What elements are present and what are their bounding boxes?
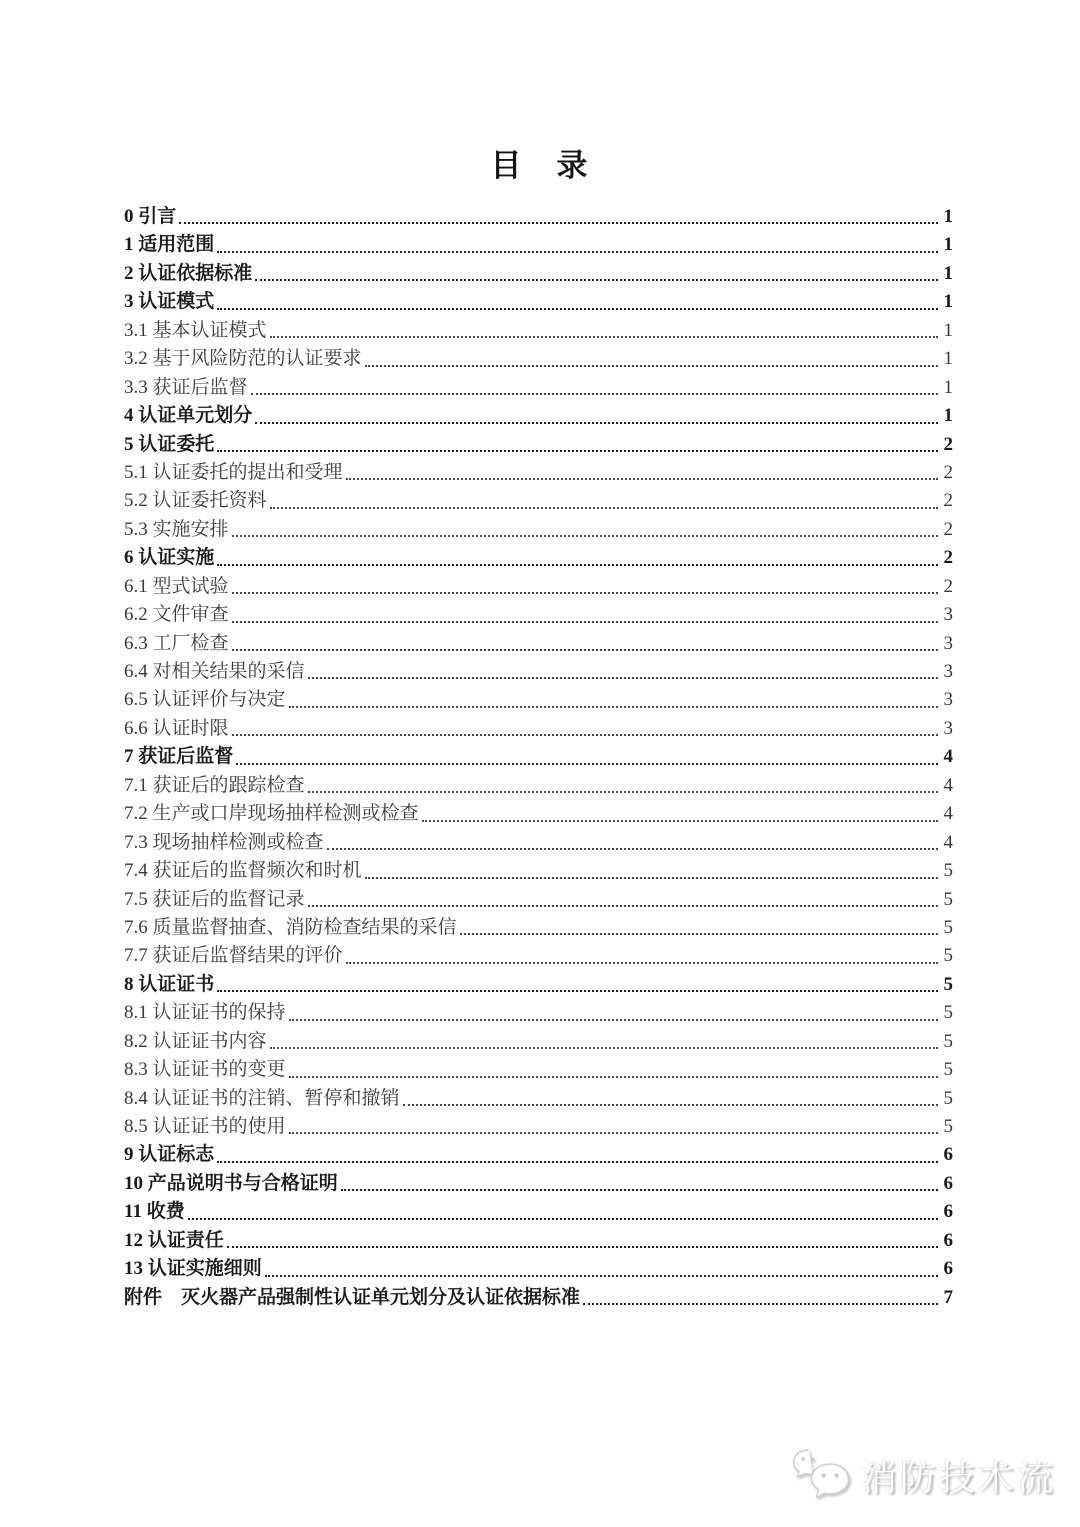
dot-leader — [289, 1019, 938, 1021]
toc-entry-page: 6 — [943, 1258, 953, 1280]
toc-entry — [124, 459, 953, 487]
toc-entry-label: 6.4 对相关结果的采信 — [124, 661, 305, 682]
dot-leader — [270, 336, 938, 338]
toc-entry-label: 3.1 基本认证模式 — [124, 319, 267, 341]
toc-entry-label: 7.5 获证后的监督记录 — [124, 888, 305, 910]
toc-entry-label: 5.1 认证委托的提出和受理 — [124, 461, 343, 483]
toc-entry-label: 3.2 基于风险防范的认证要求 — [124, 348, 362, 370]
toc-entry-page: 3 — [943, 604, 953, 626]
dot-leader — [251, 393, 938, 395]
toc-entry-page: 5 — [943, 888, 953, 910]
dot-leader — [232, 592, 938, 594]
dot-leader — [346, 962, 938, 964]
dot-leader — [308, 791, 938, 793]
toc-entry-page: 1 — [943, 291, 953, 313]
dot-leader — [289, 1076, 938, 1078]
dot-leader — [217, 990, 938, 992]
dot-leader — [346, 478, 938, 480]
toc-entry-page: 3 — [943, 661, 953, 682]
dot-leader — [583, 1303, 938, 1305]
toc-entry-label: 10 产品说明书与合格证明 — [124, 1172, 338, 1194]
toc-entry-label: 8.3 认证证书的变更 — [124, 1059, 286, 1081]
toc-entry — [124, 658, 953, 686]
toc-entry-label: 4 认证单元划分 — [124, 405, 253, 427]
toc-entry-label: 3.3 获证后监督 — [124, 376, 248, 398]
toc-entry-page: 4 — [943, 831, 953, 853]
toc-entry-page: 3 — [943, 717, 953, 739]
toc-entry-page: 4 — [943, 803, 953, 825]
toc-entry-label: 7.7 获证后监督结果的评价 — [124, 945, 343, 967]
toc-entry-label: 7.4 获证后的监督频次和时机 — [124, 860, 362, 882]
toc-entry-page: 5 — [943, 1030, 953, 1052]
toc-entry — [124, 260, 953, 288]
toc-entry-label: 6.3 工厂检查 — [124, 632, 229, 654]
dot-leader — [217, 564, 938, 566]
dot-leader — [460, 933, 938, 935]
dot-leader — [255, 422, 938, 424]
toc-entry — [124, 544, 953, 572]
toc-entry — [124, 231, 953, 259]
toc-entry-page: 5 — [943, 1002, 953, 1024]
toc-entry — [124, 345, 953, 373]
toc-entry — [124, 374, 953, 402]
toc-entry-page: 2 — [943, 490, 953, 512]
toc-entry-label: 7.1 获证后的跟踪检查 — [124, 774, 305, 796]
toc-entry — [124, 999, 953, 1027]
toc-entry-label: 附件 灭火器产品强制性认证单元划分及认证依据标准 — [124, 1286, 581, 1308]
toc-entry — [124, 1028, 953, 1056]
toc-entry-page: 6 — [943, 1201, 953, 1223]
toc-entry — [124, 772, 953, 800]
toc-entry-page: 2 — [943, 433, 953, 455]
dot-leader — [403, 1104, 938, 1106]
toc-entry-page: 3 — [943, 689, 953, 711]
toc-entry-page: 4 — [943, 746, 953, 768]
toc-entry-page: 2 — [943, 575, 953, 597]
toc-entry-page: 1 — [943, 348, 953, 370]
toc-entry-label: 7.6 质量监督抽查、消防检查结果的采信 — [124, 916, 457, 938]
toc-entry-label: 8.5 认证证书的使用 — [124, 1116, 286, 1137]
toc-entry — [124, 431, 953, 459]
dot-leader — [365, 365, 938, 367]
toc-entry — [124, 857, 953, 885]
toc-entry-page: 5 — [943, 945, 953, 967]
dot-leader — [232, 621, 938, 623]
toc-entry-page: 6 — [943, 1229, 953, 1251]
dot-leader — [217, 251, 938, 253]
toc-entry-label: 6.2 文件审查 — [124, 604, 229, 626]
dot-leader — [217, 1161, 938, 1163]
toc-entry-label: 1 适用范围 — [124, 234, 215, 256]
wechat-icon — [791, 1447, 853, 1503]
toc-entry-label: 13 认证实施细则 — [124, 1258, 262, 1280]
toc-entry-page: 4 — [943, 774, 953, 796]
toc-entry-page: 2 — [943, 461, 953, 483]
toc-entry — [124, 573, 953, 601]
toc-entry-label: 7.2 生产或口岸现场抽样检测或检查 — [124, 803, 419, 825]
dot-leader — [179, 222, 938, 224]
toc-entry — [124, 630, 953, 658]
toc-entry — [124, 942, 953, 970]
toc-entry — [124, 1170, 953, 1198]
page-title: 目 录 — [490, 148, 590, 183]
dot-leader — [270, 507, 938, 509]
toc-entry-label: 2 认证依据标准 — [124, 262, 253, 284]
dot-leader — [365, 877, 938, 879]
toc-entry — [124, 1141, 953, 1169]
watermark — [791, 1447, 1056, 1503]
toc-entry-label: 11 收费 — [124, 1201, 185, 1223]
toc-entry — [124, 686, 953, 714]
toc-entry-page: 1 — [943, 234, 953, 256]
toc-entry-label: 8.1 认证证书的保持 — [124, 1002, 286, 1024]
toc-entry — [124, 971, 953, 999]
toc-entry-label: 6.6 认证时限 — [124, 717, 229, 739]
toc-entry — [124, 1113, 953, 1141]
toc-entry-label: 8.4 认证证书的注销、暂停和撤销 — [124, 1087, 400, 1109]
toc-entry-label: 6.5 认证评价与决定 — [124, 689, 286, 711]
toc-entry-page: 5 — [943, 860, 953, 882]
dot-leader — [308, 677, 938, 679]
toc-entry — [124, 1198, 953, 1226]
toc-entry — [124, 1255, 953, 1283]
dot-leader — [270, 1047, 938, 1049]
toc-entry — [124, 203, 953, 231]
toc-entry-page: 5 — [943, 1087, 953, 1109]
toc-entry — [124, 1227, 953, 1255]
dot-leader — [232, 649, 938, 651]
toc-entry-page: 1 — [943, 206, 953, 227]
toc-entry-page: 5 — [943, 973, 953, 995]
toc-entry — [124, 914, 953, 942]
toc-entry-page: 1 — [943, 405, 953, 427]
toc-entry-page: 2 — [943, 547, 953, 569]
toc-entry — [124, 886, 953, 914]
toc-entry-page: 1 — [943, 319, 953, 341]
toc-entry-page: 5 — [943, 1116, 953, 1137]
dot-leader — [227, 1246, 938, 1248]
toc-entry-page: 6 — [943, 1172, 953, 1194]
dot-leader — [289, 1132, 938, 1134]
toc-entry-page: 2 — [943, 518, 953, 540]
toc-entry — [124, 402, 953, 430]
toc-entry-label: 9 认证标志 — [124, 1144, 215, 1166]
toc-entry-label: 5.3 实施安排 — [124, 518, 229, 540]
toc-entry-label: 7.3 现场抽样检测或检查 — [124, 831, 324, 853]
toc-entry-page: 7 — [943, 1286, 953, 1308]
toc-entry-label: 8.2 认证证书内容 — [124, 1030, 267, 1052]
toc-entry-page: 3 — [943, 632, 953, 654]
dot-leader — [255, 279, 938, 281]
toc-entry-label: 5 认证委托 — [124, 433, 215, 455]
dot-leader — [232, 734, 938, 736]
toc-entry — [124, 743, 953, 771]
toc-entry-page: 5 — [943, 1059, 953, 1081]
dot-leader — [188, 1218, 938, 1220]
toc-entry — [124, 715, 953, 743]
toc-entry-page: 6 — [943, 1144, 953, 1166]
dot-leader — [217, 450, 938, 452]
toc-entry — [124, 829, 953, 857]
toc-entry — [124, 601, 953, 629]
toc-entry-label: 3 认证模式 — [124, 291, 215, 313]
dot-leader — [236, 763, 938, 765]
toc-entry-label: 5.2 认证委托资料 — [124, 490, 267, 512]
toc-entry-page: 5 — [943, 916, 953, 938]
toc-entry — [124, 1284, 953, 1312]
dot-leader — [341, 1189, 938, 1191]
toc-entry — [124, 800, 953, 828]
toc-entry-label: 0 引言 — [124, 206, 177, 227]
table-of-contents — [124, 203, 953, 1312]
dot-leader — [422, 820, 938, 822]
dot-leader — [327, 848, 938, 850]
toc-entry-page: 1 — [943, 376, 953, 398]
toc-entry — [124, 288, 953, 316]
toc-entry — [124, 1056, 953, 1084]
dot-leader — [289, 706, 938, 708]
toc-entry-page: 1 — [943, 262, 953, 284]
toc-entry — [124, 487, 953, 515]
toc-entry — [124, 1085, 953, 1113]
dot-leader — [308, 905, 938, 907]
watermark-text: 消防技术流 — [860, 1456, 1056, 1498]
toc-entry-label: 8 认证证书 — [124, 973, 215, 995]
toc-entry — [124, 516, 953, 544]
dot-leader — [217, 308, 938, 310]
dot-leader — [232, 535, 938, 537]
toc-entry — [124, 317, 953, 345]
toc-entry-label: 6.1 型式试验 — [124, 575, 229, 597]
toc-entry-label: 6 认证实施 — [124, 547, 215, 569]
dot-leader — [265, 1275, 938, 1277]
toc-entry-label: 12 认证责任 — [124, 1229, 224, 1251]
toc-entry-label: 7 获证后监督 — [124, 746, 234, 768]
